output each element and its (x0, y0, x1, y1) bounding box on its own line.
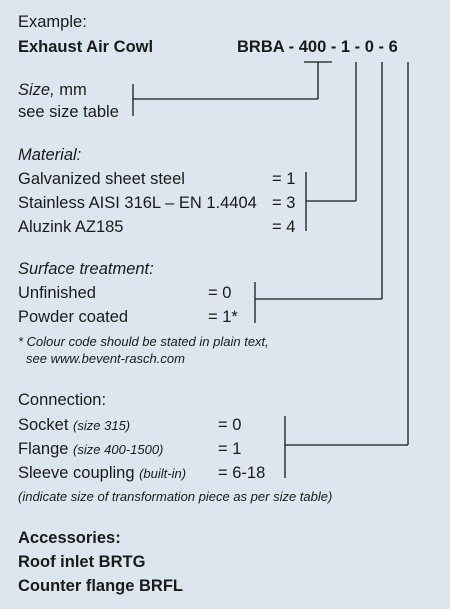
size-title-line (18, 80, 87, 100)
example-label: Example: (18, 13, 87, 31)
material-title: Material: (18, 146, 82, 164)
material-option-label: Galvanized sheet steel (18, 170, 185, 188)
surface-option-value: = 0 (208, 284, 232, 302)
connection-option-value: = 0 (218, 416, 242, 434)
material-option-value: = 4 (272, 218, 296, 236)
surface-option-label: Powder coated (18, 308, 129, 326)
connection-title: Connection: (18, 391, 107, 409)
size-note: see size table (18, 103, 119, 121)
material-option-label: Stainless AISI 316L – EN 1.4404 (18, 194, 257, 212)
accessories-title: Accessories: (18, 529, 121, 547)
connection-option-label: Flange (18, 440, 69, 458)
material-option-label: Aluzink AZ185 (18, 218, 124, 236)
surface-option-value: = 1* (208, 308, 238, 326)
connection-footnote: (indicate size of transformation piece as per size table) (18, 489, 333, 504)
size-unit: mm (54, 81, 87, 99)
connection-option (18, 439, 163, 460)
accessory-item: Roof inlet BRTG (18, 553, 146, 571)
connection-option-note: (size 315) (73, 418, 131, 433)
connection-option-note: (size 400-1500) (73, 442, 164, 457)
connection-option-note: (built-in) (139, 466, 187, 481)
connection-option (18, 463, 186, 484)
connection-option-label: Sleeve coupling (18, 464, 135, 482)
surface-option-label: Unfinished (18, 284, 96, 302)
product-code: BRBA - 400 - 1 - 0 - 6 (237, 38, 398, 56)
accessory-item: Counter flange BRFL (18, 577, 183, 595)
product-name: Exhaust Air Cowl (18, 38, 154, 56)
connection-option (18, 415, 130, 436)
surface-footnote-link: see www.bevent-rasch.com (26, 351, 185, 366)
connection-option-value: = 1 (218, 440, 242, 458)
size-title: Size, (18, 81, 55, 99)
surface-title: Surface treatment: (18, 260, 154, 278)
connection-option-label: Socket (18, 416, 69, 434)
material-option-value: = 3 (272, 194, 296, 212)
connection-option-value: = 6-18 (218, 464, 266, 482)
surface-footnote: * Colour code should be stated in plain text, (18, 334, 269, 349)
material-option-value: = 1 (272, 170, 296, 188)
